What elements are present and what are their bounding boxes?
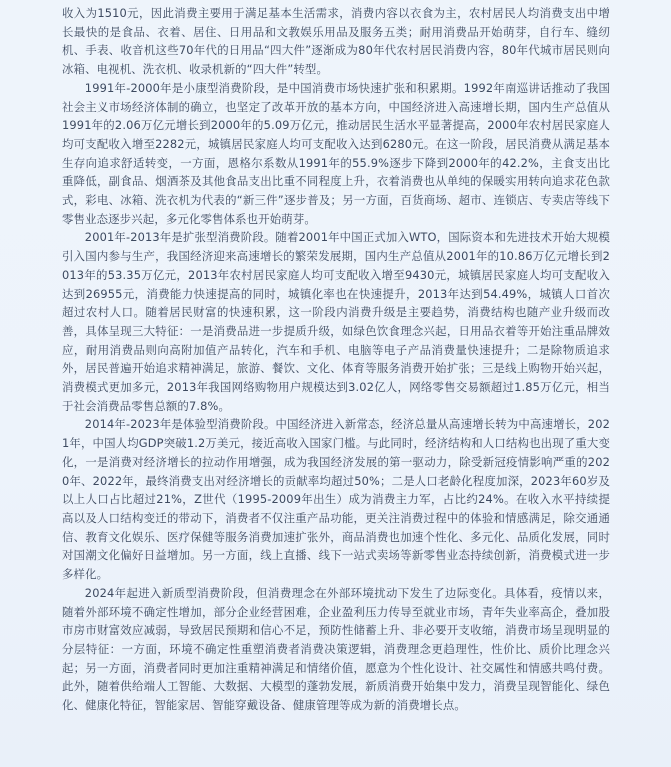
paragraph-2024-stage: 2024年起进入新质型消费阶段，但消费理念在外部环境扰动下发生了边际变化。具体看，疫情以来，随着外部环境不确定性增加，部分企业经营困难，企业盈利压力传导至就业市场，青年失业率高企，叠加股市房市财富效应减弱，导致居民预期和信心不足，预防性储蓄上升、非必要开支收缩，消费市场呈现明显的分层特征：一方面，环境不确定性重塑消费者消费决策逻辑，消费理念更趋理性，性价比、质价比理念兴起；另一方面，消费者同时更加注重精神满足和情绪价值，愿意为个性化设计、社交属性和情感共鸣付费。此外，随着供给端人工智能、大数据、大模型的蓬勃发展，新质消费开始集中发力，消费呈现智能化、绿色化、健康化特征，智能家居、智能穿戴设备、健康管理等成为新的消费增长点。 [62, 585, 610, 713]
article-body [62, 4, 610, 715]
paragraph-1980s-consumption: 收入为1510元，因此消费主要用于满足基本生活需求，消费内容以衣食为主，农村居民人均消费支出中增长最快的是食品、衣着、居住、日用品和文教娱乐用品及服务五类；耐用消费品开始萌芽，自行车、缝纫机、手表、收音机这些70年代的日用品“四大件”逐渐成为80年代农村居民消费内容，80年代城市居民则向冰箱、电视机、洗衣机、收录机新的“四大件”转型。 [62, 6, 610, 77]
paragraph-2014-2023-stage: 2014年-2023年是体验型消费阶段。中国经济进入新常态，经济总量从高速增长转为中高速增长，2021年，中国人均GDP突破1.2万美元，接近高收入国家门槛。与此同时，经济结构和人口结构也出现了重大变化，一是消费对经济增长的拉动作用增强，成为我国经济发展的第一驱动力，除受新冠疫情影响严重的2020年、2022年，最终消费支出对经济增长的贡献率均超过50%；二是人口老龄化程度加深，2023年60岁及以上人口占比超过21%，Z世代（1995-2009年出生）成为消费主力军，占比约24%。在收入水平持续提高以及人口结构变迁的带动下，消费者不仅注重产品功能，更关注消费过程中的体验和情感满足，除交通通信、教育文化娱乐、医疗保健等服务消费加速扩张外，商品消费也加速个性化、多元化、品质化发展，同时对国潮文化偏好日益增加。另一方面，线上直播、线下一站式卖场等新零售业态持续创新，消费模式进一步多样化。 [62, 417, 610, 582]
paragraph-1991-2000-stage: 1991年-2000年是小康型消费阶段，是中国消费市场快速扩张和积累期。1992年南巡讲话推动了我国社会主义市场经济体制的确立，也坚定了改革开放的基本方向，中国经济进入高速增长期，国内生产总值从1991年的2.06万亿元增长到2000年的5.09万亿元，推动居民生活水平显著提高，2000年农村居民家庭人均可支配收入增至2282元，城镇居民家庭人均可支配收入达到6280元。在这一阶段，居民消费从满足基本生存向追求舒适转变，一方面，恩格尔系数从1991年的55.9%逐步下降到2000年的42.2%，主食支出比重降低，副食品、烟酒茶及其他食品支出比重不同程度上升，衣着消费也从单纯的保暖实用转向追求花色款式，彩电、冰箱、洗衣机为代表的“新三件”逐步普及；另一方面，百货商场、超市、连锁店、专卖店等线下零售业态逐步兴起，多元化零售体系也开始萌芽。 [62, 80, 610, 226]
paragraph-2001-2013-stage: 2001年-2013年是扩张型消费阶段。随着2001年中国正式加入WTO，国际资本和先进技术开始大规模引入国内参与生产，我国经济迎来高速增长的繁荣发展期，国内生产总值从2001年的10.86万亿元增长到2013年的53.35万亿元，2013年农村居民家庭人均可支配收入增至9430元，城镇居民家庭人均可支配收入达到26955元，消费能力快速提高的同时，城镇化率也在快速提升，2013年达到54.49%，城镇人口首次超过农村人口。随着居民财富的快速积累，这一阶段内消费升级是主要趋势，消费结构也随产业升级而改善，具体呈现三大特征：一是消费品进一步提质升级，如绿色饮食理念兴起，日用品衣着等开始注重品牌效应，耐用消费品则向高附加值产品转化，汽车和手机、电脑等电子产品消费量快速提升；二是除物质追求外，居民普遍开始追求精神满足，旅游、餐饮、文化、体育等服务消费开始扩张；三是线上购物开始兴起，消费模式更加多元，2013年我国网络购物用户规模达到3.02亿人，网络零售交易额超过1.85万亿元，相当于社会消费品零售总额的7.8%。 [62, 230, 610, 413]
